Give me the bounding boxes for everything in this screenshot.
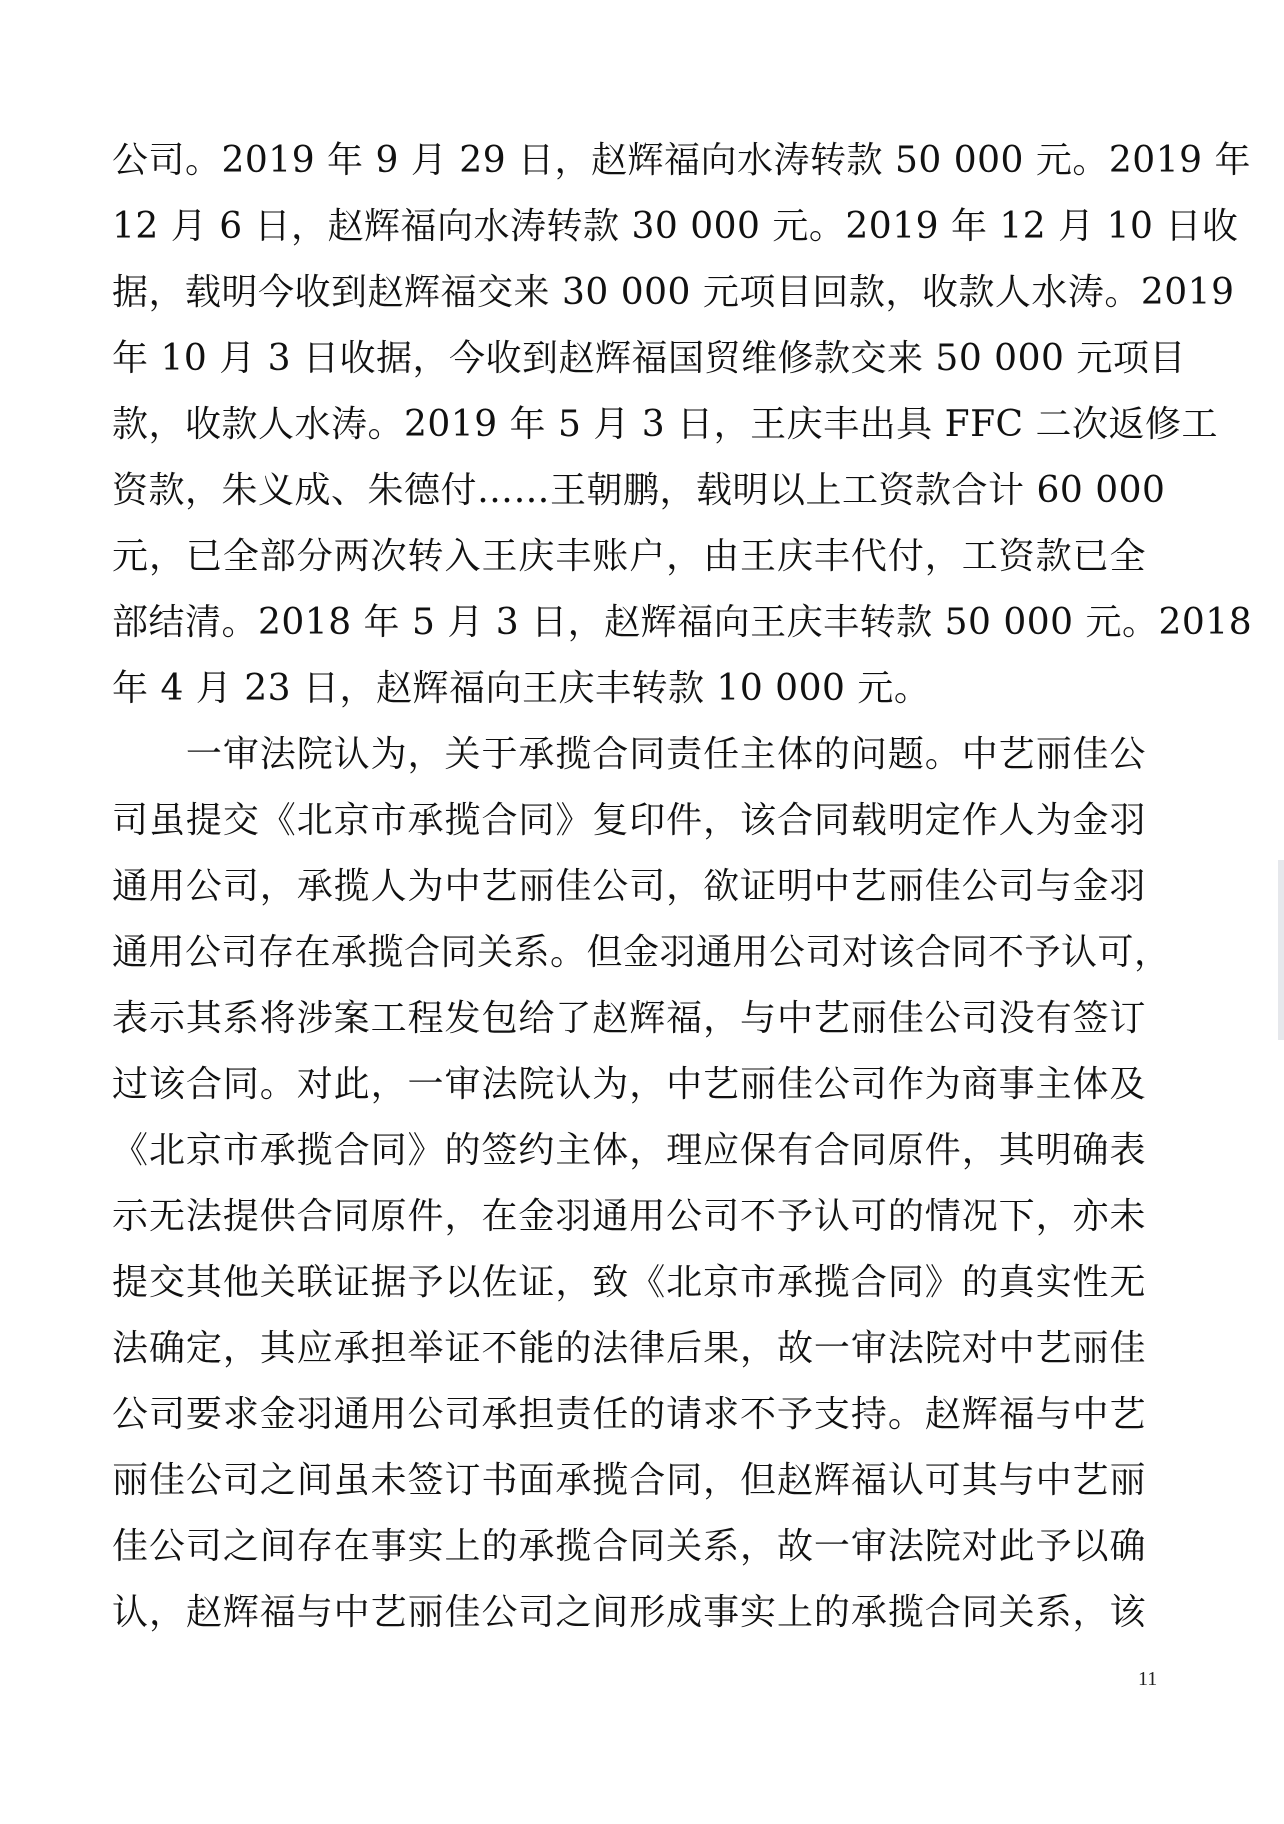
text-line: 提交其他关联证据予以佐证，致《北京市承揽合同》的真实性无 <box>112 1262 1146 1303</box>
text-line: 据，载明今收到赵辉福交来 30 000 元项目回款，收款人水涛。2019 <box>112 272 1235 313</box>
text-line: 年 10 月 3 日收据，今收到赵辉福国贸维修款交来 50 000 元项目 <box>112 338 1186 379</box>
text-line: 12 月 6 日，赵辉福向水涛转款 30 000 元。2019 年 12 月 10 日收 <box>112 206 1239 247</box>
text-line: 年 4 月 23 日，赵辉福向王庆丰转款 10 000 元。 <box>112 668 931 709</box>
text-line: 认，赵辉福与中艺丽佳公司之间形成事实上的承揽合同关系，该 <box>112 1592 1146 1633</box>
text-line: 通用公司，承揽人为中艺丽佳公司，欲证明中艺丽佳公司与金羽 <box>112 866 1146 907</box>
page-edge-shadow <box>1278 860 1284 1040</box>
text-line: 《北京市承揽合同》的签约主体，理应保有合同原件，其明确表 <box>112 1130 1146 1171</box>
text-line: 表示其系将涉案工程发包给了赵辉福，与中艺丽佳公司没有签订 <box>112 998 1146 1039</box>
text-line: 过该合同。对此，一审法院认为，中艺丽佳公司作为商事主体及 <box>112 1064 1146 1105</box>
text-line: 丽佳公司之间虽未签订书面承揽合同，但赵辉福认可其与中艺丽 <box>112 1460 1146 1501</box>
text-line: 款，收款人水涛。2019 年 5 月 3 日，王庆丰出具 FFC 二次返修工 <box>112 404 1219 445</box>
text-line: 公司要求金羽通用公司承担责任的请求不予支持。赵辉福与中艺 <box>112 1394 1146 1435</box>
text-line: 资款，朱义成、朱德付……王朝鹏，载明以上工资款合计 60 000 <box>112 470 1166 511</box>
page-number: 11 <box>1138 1668 1158 1690</box>
text-line: 佳公司之间存在事实上的承揽合同关系，故一审法院对此予以确 <box>112 1526 1146 1567</box>
body-text <box>112 128 1253 1646</box>
text-line: 通用公司存在承揽合同关系。但金羽通用公司对该合同不予认可， <box>112 932 1171 973</box>
text-line: 部结清。2018 年 5 月 3 日，赵辉福向王庆丰转款 50 000 元。2018 <box>112 602 1253 643</box>
text-line: 元，已全部分两次转入王庆丰账户，由王庆丰代付，工资款已全 <box>112 536 1146 577</box>
text-line: 司虽提交《北京市承揽合同》复印件，该合同载明定作人为金羽 <box>112 800 1146 841</box>
text-line: 一审法院认为，关于承揽合同责任主体的问题。中艺丽佳公 <box>112 734 1146 775</box>
text-line: 法确定，其应承担举证不能的法律后果，故一审法院对中艺丽佳 <box>112 1328 1146 1369</box>
text-line: 示无法提供合同原件，在金羽通用公司不予认可的情况下，亦未 <box>112 1196 1146 1237</box>
text-line: 公司。2019 年 9 月 29 日，赵辉福向水涛转款 50 000 元。2019 年 <box>112 140 1251 181</box>
